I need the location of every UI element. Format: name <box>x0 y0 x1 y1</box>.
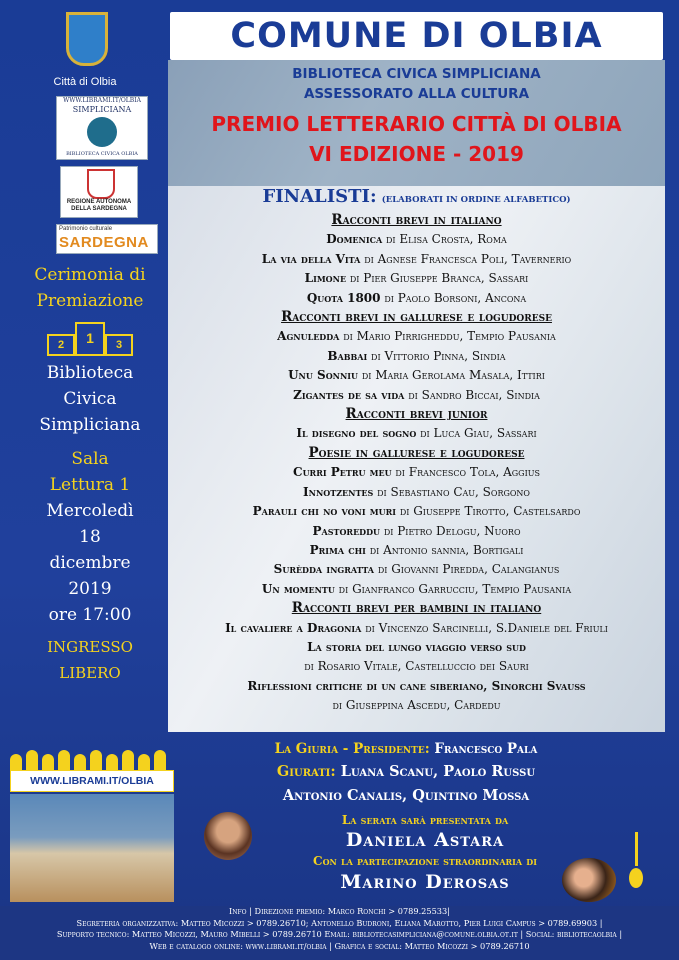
four-moors-crest-icon <box>87 169 115 199</box>
finalists-note: (ELABORATI IN ORDINE ALFABETICO) <box>381 195 571 205</box>
entry-title: Parauli chi no voni muri <box>252 504 397 519</box>
entry-title: Innotzentes <box>303 484 374 499</box>
simpliciana-emblem-icon <box>87 117 117 147</box>
finalist-entry <box>168 230 665 249</box>
finalist-entry <box>168 560 665 579</box>
finalist-entry <box>168 386 665 405</box>
room-line1: Sala <box>71 449 109 469</box>
entry-author: di Giuseppina Ascedu, Cardedu <box>332 698 501 713</box>
entry-author: di Sebastiano Cau, Sorgono <box>373 484 530 499</box>
entry-author: di Mario Pirrigheddu, Tempio Pausania <box>339 329 556 344</box>
event-time: ore 17:00 <box>48 605 132 625</box>
sardegna-wordmark: SARDEGNA <box>59 234 149 251</box>
date-month: dicembre <box>49 553 131 573</box>
entry-author: di Sandro Biccai, Sindia <box>404 387 540 402</box>
podium-second: 2 <box>47 334 75 356</box>
jurors-names-1: Luana Scanu, Paolo Russu <box>340 763 536 780</box>
entry-author: di Antonio sannia, Bortigali <box>365 542 524 557</box>
entry-title: La via della Vita <box>261 251 361 266</box>
entry-line2: LIBERO <box>59 664 121 682</box>
prize-name: PREMIO LETTERARIO CITTÀ DI OLBIA <box>211 112 622 136</box>
footer-web: Web e catalogo online: www.librami.it/olbia | Grafica e social: Matteo Micozzi > 0789.26710 <box>149 940 530 951</box>
entry-title: Unu Sonniu <box>288 368 359 383</box>
jurors-label: Giurati: <box>276 763 336 780</box>
guitar-icon <box>628 832 644 890</box>
finalist-entry <box>168 289 665 308</box>
entry-title: Limone <box>304 271 347 286</box>
entry-author: di Pier Giuseppe Branca, Sassari <box>346 271 529 286</box>
entry-author: di Vittorio Pinna, Sindia <box>367 348 506 363</box>
finalist-entry <box>168 327 665 346</box>
section-heading: Racconti brevi in gallurese e logudorese <box>281 309 552 326</box>
entry-author: di Luca Giau, Sassari <box>416 426 537 441</box>
patrimonio-label: Patrimonio culturale <box>59 226 113 232</box>
simpliciana-subtitle: BIBLIOTECA CIVICA OLBIA <box>66 151 138 157</box>
guest-label: Con la partecipazione straordinaria di <box>313 854 537 868</box>
department-name: ASSESSORATO ALLA CULTURA <box>303 86 530 102</box>
page-title: COMUNE DI OLBIA <box>230 16 603 56</box>
simpliciana-logo <box>56 96 148 160</box>
edition-label: VI EDIZIONE - 2019 <box>309 142 524 166</box>
city-crest-icon <box>54 12 114 74</box>
finalists-list <box>168 211 665 716</box>
finalist-entry <box>168 657 665 676</box>
patrimonio-sardegna-logo <box>56 224 158 254</box>
entry-author: di Paolo Borsoni, Ancona <box>380 290 527 305</box>
ceremony-line1: Cerimonia di <box>34 265 146 285</box>
entry-author: di Rosario Vitale, Castelluccio dei Sauri <box>304 659 529 674</box>
entry-author: di Vincenzo Sarcinelli, S.Daniele del Friuli <box>361 620 608 635</box>
venue-line3: Simpliciana <box>39 415 141 435</box>
website-link[interactable]: WWW.LIBRAMI.IT/OLBIA <box>10 770 174 792</box>
footer-segreteria: Segreteria organizzativa: Matteo Micozzi > 0789.26710; Antonello Budroni, Eliana Marotto, Pier Luigi Campus > 0789.69903 | <box>76 917 603 928</box>
finalist-entry <box>168 696 665 715</box>
entry-title: Zigantes de sa vida <box>293 387 405 402</box>
presenter-name: Daniela Astara <box>345 829 505 851</box>
entry-author: di Giuseppe Tirotto, Castelsardo <box>396 504 581 519</box>
section-heading: Poesie in gallurese e logudorese <box>308 444 525 461</box>
entry-author: di Agnese Francesca Poli, Tavernerio <box>360 251 572 266</box>
entry-title: Pastoreddu <box>312 523 381 538</box>
finalist-entry <box>168 502 665 521</box>
date-year: 2019 <box>68 579 112 599</box>
jury-block <box>196 738 616 808</box>
finalist-entry <box>168 522 665 541</box>
ceremony-line2: Premiazione <box>36 291 144 311</box>
footer-support: Supporto tecnico: Matteo Micozzi, Mauro Mibelli > 0789.26710 Email: bibliotecasimpliciana@comune.olbia.ot.it | Social: bibliotecaolbia | <box>56 929 623 939</box>
finalist-entry <box>168 424 665 443</box>
section-heading: Racconti brevi per bambini in italiano <box>291 600 542 617</box>
jury-label: La Giuria - Presidente: <box>274 741 430 757</box>
entry-title: Il disegno del sogno <box>296 426 417 441</box>
venue-line1: Biblioteca <box>46 363 134 383</box>
section-heading: Racconti brevi junior <box>345 406 488 423</box>
ceremony-info <box>6 262 174 686</box>
finalist-entry <box>168 677 665 696</box>
entry-title: Surèdda ingratta <box>273 562 375 577</box>
regione-line2: DELLA SARDEGNA <box>71 206 127 212</box>
entry-title: Quota 1800 <box>306 290 381 305</box>
entry-line1: INGRESSO <box>47 638 133 656</box>
finalists-panel <box>168 186 665 732</box>
entry-title: Agnuledda <box>277 329 340 344</box>
entry-author: di Francesco Tola, Aggius <box>391 465 540 480</box>
entry-author: di Gianfranco Garrucciu, Tempio Pausania <box>334 581 572 596</box>
presenter-label: La serata sarà presentata da <box>341 813 509 827</box>
finalist-entry <box>168 366 665 385</box>
lighthouse-book-photo <box>10 794 174 902</box>
venue-line2: Civica <box>63 389 117 409</box>
entry-title: Prima chi <box>309 542 366 557</box>
guest-avatar <box>562 858 616 902</box>
regione-line1: REGIONE AUTONOMA <box>66 199 132 205</box>
footer <box>0 906 679 960</box>
entry-title: Il cavaliere a Dragonia <box>225 620 362 635</box>
room-line2: Lettura 1 <box>49 475 131 495</box>
podium-first: 1 <box>75 322 105 356</box>
regione-text <box>61 199 137 213</box>
guest-name: Marino Derosas <box>340 871 510 893</box>
finalist-entry <box>168 638 665 657</box>
entry-author: di Maria Gerolama Masala, Ittiri <box>358 368 545 383</box>
entry-title: Riflessioni critiche di un cane siberiano, Sinorchi Svauss <box>247 678 586 693</box>
jury-president: Francesco Pala <box>434 741 538 757</box>
library-name: BIBLIOTECA CIVICA SIMPLICIANA <box>292 66 541 82</box>
entry-title: Curri Petru meu <box>293 465 392 480</box>
title-banner <box>170 12 663 60</box>
entry-author: di Giovanni Piredda, Calangianus <box>374 562 560 577</box>
simpliciana-name: SIMPLICIANA <box>72 105 132 114</box>
entry-title: La storia del lungo viaggio verso sud <box>307 639 526 654</box>
entry-author: di Elisa Crosta, Roma <box>382 232 507 247</box>
finalist-entry <box>168 269 665 288</box>
entry-author: di Pietro Delogu, Nuoro <box>380 523 521 538</box>
finalist-entry <box>168 463 665 482</box>
entry-title: Un momentu <box>261 581 335 596</box>
footer-info: Info | Direzione premio: Marco Ronchi > 0789.25533| <box>229 906 450 916</box>
date-weekday: Mercoledì <box>46 501 134 521</box>
finalist-entry <box>168 483 665 502</box>
finalists-heading <box>168 186 665 207</box>
presenter-avatar <box>204 812 252 860</box>
entry-title: Domenica <box>326 232 383 247</box>
date-day: 18 <box>79 527 101 547</box>
simpliciana-url: WWW.LIBRAMI.IT/OLBIA <box>63 97 141 104</box>
city-name: Città di Olbia <box>53 76 117 88</box>
jurors-names-2: Antonio Canalis, Quintino Mossa <box>282 787 530 804</box>
finalists-title: FINALISTI: <box>262 186 377 207</box>
finalist-entry <box>168 619 665 638</box>
finalist-entry <box>168 541 665 560</box>
finalist-entry <box>168 250 665 269</box>
section-heading: Racconti brevi in italiano <box>331 212 502 228</box>
crest-shield-icon <box>66 12 108 66</box>
podium-third: 3 <box>105 334 133 356</box>
entry-title: Babbai <box>327 348 368 363</box>
podium-icon <box>47 320 133 356</box>
header-photo-area <box>168 60 665 186</box>
evening-block <box>260 812 590 894</box>
finalist-entry <box>168 580 665 599</box>
finalist-entry <box>168 347 665 366</box>
regione-sardegna-logo <box>60 166 138 218</box>
